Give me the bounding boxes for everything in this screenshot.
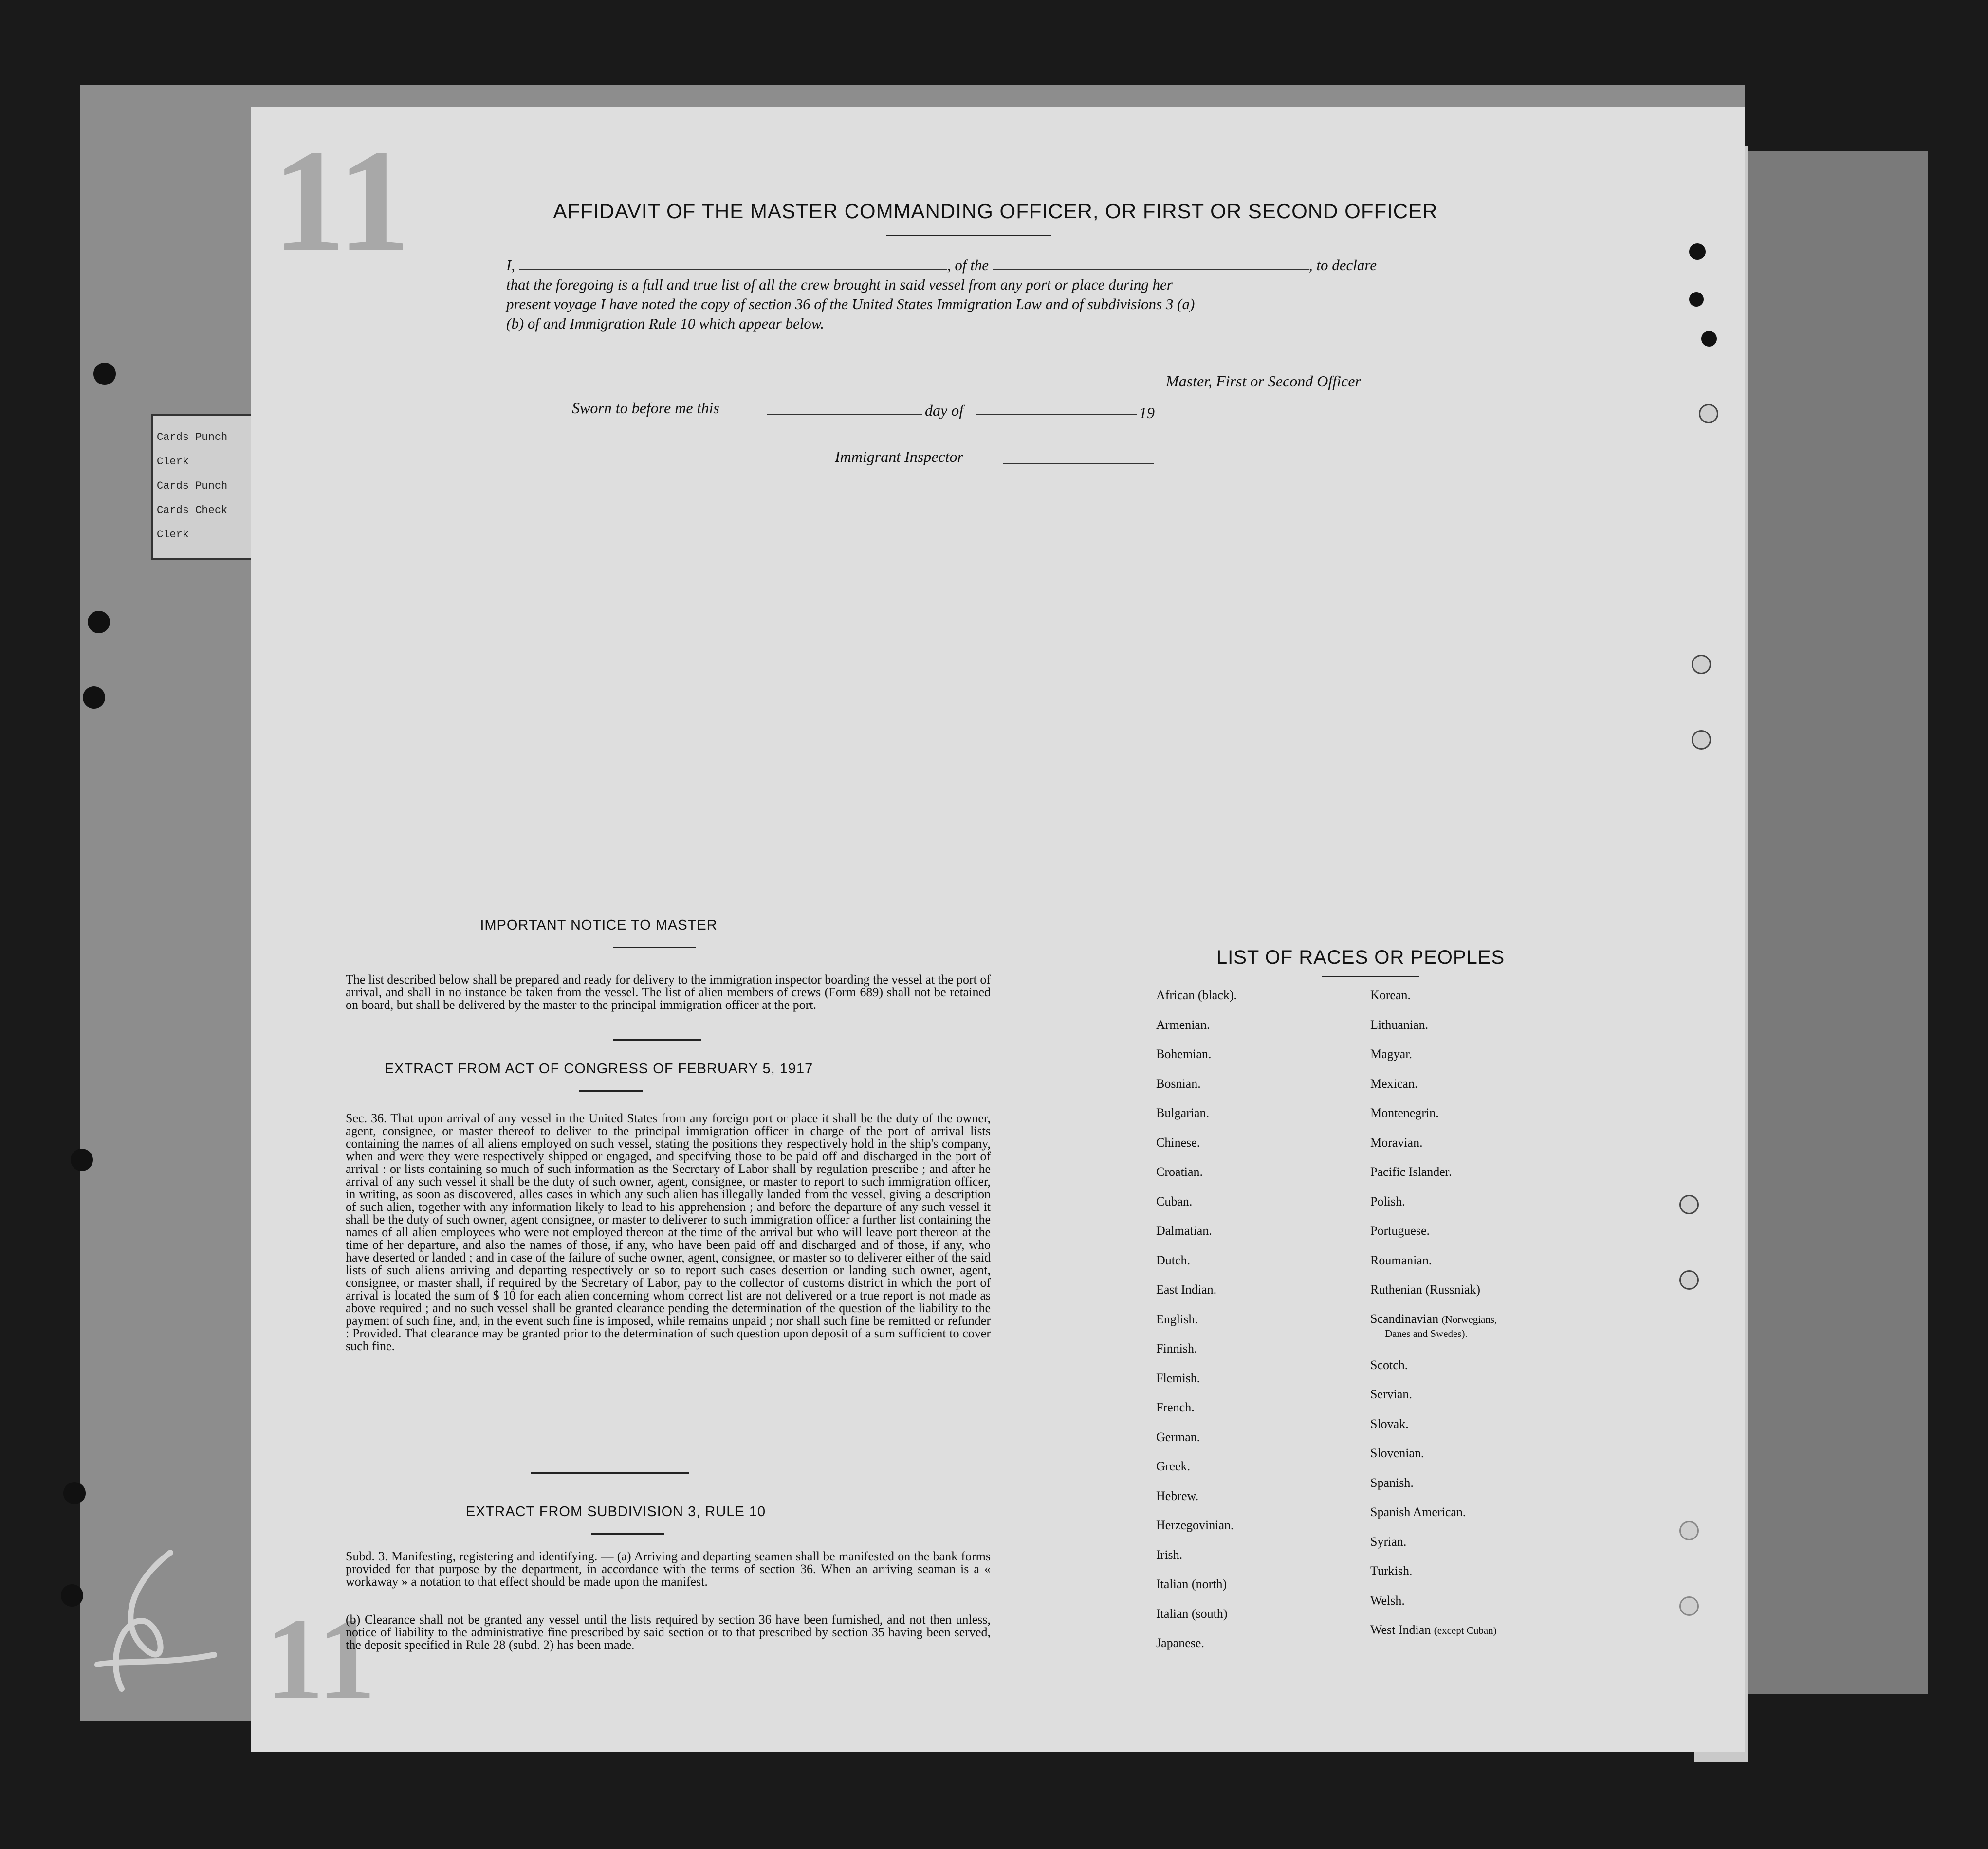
handwritten-mark (88, 1543, 243, 1703)
races-left-column (1156, 988, 1317, 1666)
title-rule (886, 235, 1051, 236)
stamp-line: Cards Check (157, 504, 228, 516)
race-west-indian: West Indian (1370, 1623, 1431, 1637)
race-item: Scotch. (1370, 1357, 1408, 1372)
race-item (1370, 1623, 1580, 1652)
race-item: Slovenian. (1370, 1446, 1424, 1460)
races-rule (1322, 976, 1419, 977)
rule-heading-rule (591, 1533, 664, 1535)
binder-hole (63, 1482, 86, 1504)
binder-hole (71, 1149, 93, 1171)
race-item: Spanish. (1370, 1475, 1414, 1490)
inspector-signature-blank[interactable] (1003, 450, 1154, 464)
notice-text: The list described below shall be prepared and ready for delivery to the immigration inspector boarding the vessel at the port of arrival, and shall in no instance be taken from the vessel. The list of alien members of crews (Form 689) shall not be retained on board, but shall be delivered by the master to the principal immigration officer at the port. (346, 972, 991, 1012)
race-item: Hebrew. (1156, 1488, 1199, 1503)
sworn-month-blank[interactable] (976, 402, 1137, 415)
race-item: Croatian. (1156, 1165, 1203, 1179)
rule-heading: EXTRACT FROM SUBDIVISION 3, RULE 10 (465, 1504, 766, 1519)
affidavit-body (506, 256, 1684, 333)
race-item: Greek. (1156, 1459, 1191, 1473)
race-item: Dutch. (1156, 1253, 1191, 1267)
race-item: Korean. (1370, 988, 1411, 1002)
race-item: Flemish. (1156, 1371, 1200, 1385)
stamp-line: Clerk (157, 529, 189, 541)
sheet-hole (1679, 1596, 1699, 1616)
race-scandinavian-note2: Danes and Swedes). (1385, 1327, 1468, 1339)
race-item: Bosnian. (1156, 1076, 1201, 1091)
race-item: Pacific Islander. (1370, 1165, 1452, 1179)
race-item: Moravian. (1370, 1135, 1423, 1150)
notice-rule (613, 947, 696, 948)
races-heading: LIST OF RACES OR PEOPLES (1216, 947, 1505, 968)
race-item: Cuban. (1156, 1194, 1193, 1208)
sheet-hole (1699, 404, 1718, 423)
sworn-day-blank[interactable] (767, 402, 922, 415)
race-item: Slovak. (1370, 1416, 1409, 1431)
race-item: German. (1156, 1429, 1200, 1444)
binder-hole (61, 1584, 83, 1607)
act-text: Sec. 36. That upon arrival of any vessel in the United States from any foreign port or place it shall be the duty of the owner, agent, consignee, or master thereof to deliver to the principal immigration officer in charge of the port of arrival lists containing the names of all aliens employed on such vessel, stating the positions they respectively hold in the ship's company, when and were they were respectively shipped or engaged, and specifving those to be paid off and discharged in the port of arrival : or lists containing so much of such information as the Secretary of Labor shall by regulation prescribe ; and after he arrival of any such vessel it shall be the duty of such owner, agent, consignee, or master to report to such immigration officer, in writing, as soon as discovered, alles cases in which any such alien has illegally landed from the vessel, giving a description of such alien, together with any information likely to lead to his apprehension ; and before the departure of any such vessel it shall be the duty of such owner, agent consignee, or master to deliverer to such immigration officer a further list containing the names of all alien employees who were not employed thereon at the time of the arrival but who will leave port thereon at the time of her departure, and also the names of those, if any, who have been paid off and discharged and of those, if any, who have deserted or landed ; and in case of the failure of suche owner, agent, consignee, or master so to deliverer either of the said lists of such aliens arriving and departing respectively or so to report such cases desertion or landing such owner, agent, consignee, or master shall, if required by the Secretary of Labor, pay to the collector of customs district in which the port of arrival is located the sum of $ 10 for each alien concerning whom correct list are not delivered or a true report is not made as above required ; and no such vessel shall be granted clearance pending the determination of the question of the liability to the payment of such fine, and, in the event such fine is imposed, while remains unpaid ; nor shall such fine be remitted or refunder : Provided. That clearance may be granted prior to the determination of such question upon deposit of a sum sufficient to cover such fine. (346, 1111, 991, 1353)
sheet-hole (1689, 292, 1704, 307)
margin-stamp (151, 414, 253, 560)
affidavit-to-declare: , to declare (1308, 256, 1377, 274)
race-item: Japanese. (1156, 1636, 1204, 1650)
sheet-hole (1701, 331, 1717, 347)
stamp-line: Cards Punch (157, 431, 228, 443)
sheet-hole (1689, 243, 1706, 260)
underlying-sheet-right-edge (1748, 151, 1928, 1694)
year-label: 19 (1139, 404, 1155, 421)
race-item: Turkish. (1370, 1564, 1413, 1578)
race-item: Finnish. (1156, 1341, 1197, 1355)
race-item: East Indian. (1156, 1282, 1217, 1297)
race-item: Magyar. (1370, 1047, 1412, 1061)
rule-text-b: (b) Clearance shall not be granted any vessel until the lists required by section 36 have been furnished, and not then unless, notice of liability to the administrative fine prescribed by said section or to that prescribed by section 35 having been served, the deposit specified in Rule 28 (subd. 2) has been made. (346, 1612, 991, 1652)
race-scandinavian-note: (Norwegians, (1441, 1313, 1497, 1325)
notice-heading: IMPORTANT NOTICE TO MASTER (480, 917, 718, 933)
act-end-rule (531, 1472, 689, 1474)
race-item: Chinese. (1156, 1135, 1200, 1150)
act-rule (579, 1090, 643, 1092)
act-heading: EXTRACT FROM ACT OF CONGRESS OF FEBRUARY 5, 1917 (384, 1061, 813, 1077)
affidavit-page (251, 107, 1745, 1752)
inspector-label: Immigrant Inspector (835, 448, 963, 465)
race-item: Bulgarian. (1156, 1106, 1210, 1120)
race-item: French. (1156, 1400, 1195, 1414)
race-item: Irish. (1156, 1547, 1183, 1562)
sheet-hole (1679, 1521, 1699, 1540)
stamp-line: Cards Punch (157, 480, 228, 492)
race-item: Polish. (1370, 1194, 1405, 1208)
sheet-hole (1679, 1195, 1699, 1214)
sheet-hole (1679, 1270, 1699, 1290)
notice-end-rule (613, 1039, 701, 1041)
race-item: Herzegovinian. (1156, 1518, 1234, 1532)
affidavit-line: present voyage I have noted the copy of section 36 of the United States Immigration Law and of subdivisions 3 (a) (506, 295, 1195, 312)
sheet-hole (1692, 655, 1711, 674)
affidavit-line: that the foregoing is a full and true list of all the crew brought in said vessel from any port or place during her (506, 276, 1173, 293)
race-item: Bohemian. (1156, 1047, 1212, 1061)
master-signature-label: Master, First or Second Officer (1166, 372, 1361, 390)
faded-sheet-number: 11 (273, 120, 411, 281)
races-right-column (1370, 988, 1580, 1652)
race-item: Ruthenian (Russniak) (1370, 1282, 1481, 1297)
race-item: Syrian. (1370, 1534, 1407, 1549)
stamp-line: Clerk (157, 456, 189, 468)
affidavit-line: (b) of and Immigration Rule 10 which appear below. (506, 315, 824, 332)
race-item: Armenian. (1156, 1017, 1210, 1032)
race-item: Welsh. (1370, 1593, 1405, 1608)
race-item: Spanish American. (1370, 1505, 1466, 1519)
race-item: Dalmatian. (1156, 1224, 1212, 1238)
race-item: Lithuanian. (1370, 1017, 1429, 1032)
sworn-label: Sworn to before me this (572, 399, 719, 417)
race-item (1370, 1312, 1580, 1358)
sheet-hole (1692, 730, 1711, 750)
binder-hole (83, 686, 105, 709)
binder-hole (93, 363, 116, 385)
race-item: Montenegrin. (1370, 1106, 1439, 1120)
affidavit-I: I, (506, 256, 515, 274)
affidavit-title: AFFIDAVIT OF THE MASTER COMMANDING OFFICER, OR FIRST OR SECOND OFFICER (553, 200, 1438, 222)
race-item: Mexican. (1370, 1076, 1418, 1091)
name-blank[interactable] (519, 256, 947, 270)
vessel-blank[interactable] (993, 256, 1309, 270)
race-item: Roumanian. (1370, 1253, 1432, 1267)
day-of-label: day of (925, 402, 964, 419)
affidavit-of-the: , of the (947, 256, 989, 274)
race-item: Italian (south) (1156, 1606, 1228, 1621)
race-item: Servian. (1370, 1387, 1412, 1401)
race-item: English. (1156, 1312, 1198, 1326)
faded-sheet-number: 11 (265, 1594, 376, 1723)
binder-hole (88, 611, 110, 633)
race-item: African (black). (1156, 988, 1237, 1002)
race-item: Italian (north) (1156, 1577, 1227, 1591)
race-item: Portuguese. (1370, 1224, 1430, 1238)
race-scandinavian: Scandinavian (1370, 1311, 1439, 1326)
race-west-indian-note: (except Cuban) (1434, 1625, 1497, 1636)
rule-text-a: Subd. 3. Manifesting, registering and identifying. — (a) Arriving and departing seamen shall be manifested on the bank forms provided for that purpose by the department, in accordance with the terms of section 36. When an arriving seaman is a « workaway » a notation to that effect should be made upon the manifest. (346, 1549, 991, 1589)
